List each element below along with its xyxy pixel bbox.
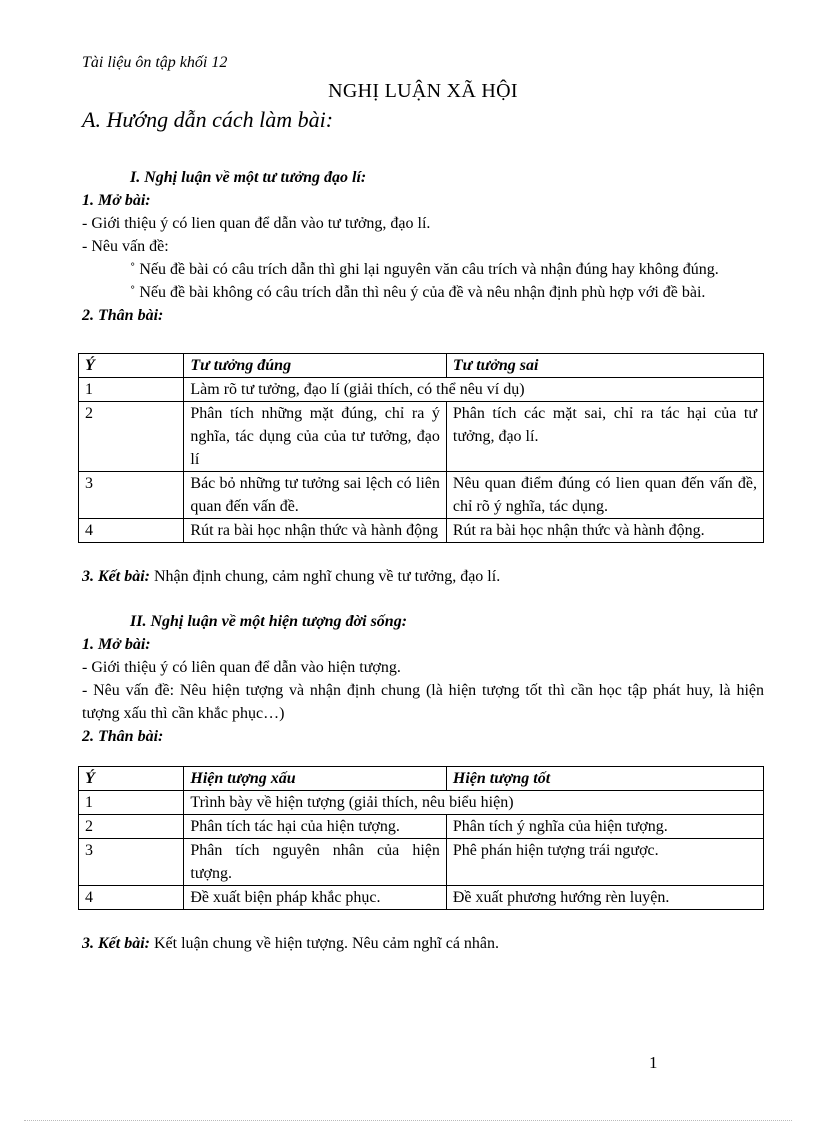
table-row	[79, 791, 764, 815]
part1-heading: I. Nghị luận về một tư tưởng đạo lí:	[130, 169, 367, 186]
table-cell-merged: Làm rõ tư tưởng, đạo lí (giải thích, có thể nêu ví dụ)	[184, 378, 764, 402]
part2-intro-heading: 1. Mở bài:	[82, 636, 151, 653]
part1-table	[78, 353, 764, 543]
table-cell-num: 2	[79, 402, 184, 472]
part2-conclusion	[82, 932, 764, 955]
table-cell-right: Phân tích các mặt sai, chỉ ra tác hại của tư tưởng, đạo lí.	[446, 402, 763, 472]
table-cell-num: 3	[79, 472, 184, 519]
table-row	[79, 378, 764, 402]
part1-intro-heading: 1. Mở bài:	[82, 192, 151, 209]
part2-intro-line: - Nêu vấn đề: Nêu hiện tượng và nhận định chung (là hiện tượng tốt thì cần học tập phát huy, là hiện tượng xấu thì cần khắc phục…)	[82, 682, 764, 722]
table-cell-num: 3	[79, 839, 184, 886]
part1-intro-line: - Nêu vấn đề:	[82, 238, 169, 255]
conclusion-label: 3. Kết bài:	[82, 568, 150, 585]
header-note: Tài liệu ôn tập khối 12	[82, 54, 228, 71]
table-cell-left: Phân tích tác hại của hiện tượng.	[184, 815, 447, 839]
part2-intro-line: - Giới thiệu ý có liên quan để dẫn vào hiện tượng.	[82, 659, 401, 676]
part1-intro-bullet: ˚ Nếu đề bài có câu trích dẫn thì ghi lại nguyên văn câu trích và nhận đúng hay không đúng.	[130, 261, 719, 278]
table-cell-left: Rút ra bài học nhận thức và hành động	[184, 519, 446, 543]
table-cell-num: 4	[79, 519, 184, 543]
table-cell-right: Phân tích ý nghĩa của hiện tượng.	[446, 815, 763, 839]
table-cell-right: Đề xuất phương hướng rèn luyện.	[446, 886, 763, 910]
table-cell-num: 1	[79, 378, 184, 402]
section-a-heading: A. Hướng dẫn cách làm bài:	[82, 107, 334, 132]
table-row	[79, 886, 764, 910]
part2-heading: II. Nghị luận về một hiện tượng đời sống:	[130, 613, 408, 630]
table-cell-num: 2	[79, 815, 184, 839]
table-cell-num: 1	[79, 791, 184, 815]
table-row	[79, 519, 764, 543]
conclusion-text: Nhận định chung, cảm nghĩ chung về tư tưởng, đạo lí.	[150, 568, 501, 585]
conclusion-text: Kết luận chung về hiện tượng. Nêu cảm nghĩ cá nhân.	[150, 935, 500, 952]
conclusion-label: 3. Kết bài:	[82, 935, 150, 952]
page-bottom-divider	[24, 1120, 792, 1121]
part1-intro-bullet: ˚ Nếu đề bài không có câu trích dẫn thì nêu ý của đề và nêu nhận định phù hợp với đề bài.	[130, 284, 706, 301]
page-title: NGHỊ LUẬN XÃ HỘI	[328, 80, 518, 102]
table-header-cell: Tư tưởng đúng	[184, 354, 446, 378]
table-header-cell: Hiện tượng tốt	[446, 767, 763, 791]
table-row	[79, 472, 764, 519]
page-number: 1	[649, 1053, 658, 1072]
document-page	[82, 52, 764, 955]
table-cell-right: Phê phán hiện tượng trái ngược.	[446, 839, 763, 886]
table-cell-right: Nêu quan điểm đúng có lien quan đến vấn đề, chỉ rõ ý nghĩa, tác dụng.	[446, 472, 763, 519]
table-cell-right: Rút ra bài học nhận thức và hành động.	[446, 519, 763, 543]
part1-intro-line: - Giới thiệu ý có lien quan để dẫn vào tư tưởng, đạo lí.	[82, 215, 431, 232]
table-cell-num: 4	[79, 886, 184, 910]
table-header-cell: Ý	[79, 767, 184, 791]
table-cell-left: Phân tích nguyên nhân của hiện tượng.	[184, 839, 447, 886]
table-cell-left: Bác bỏ những tư tưởng sai lệch có liên quan đến vấn đề.	[184, 472, 446, 519]
table-row	[79, 402, 764, 472]
part2-body-heading: 2. Thân bài:	[82, 728, 164, 745]
table-row	[79, 815, 764, 839]
table-cell-merged: Trình bày về hiện tượng (giải thích, nêu biểu hiện)	[184, 791, 764, 815]
table-cell-left: Đề xuất biện pháp khắc phục.	[184, 886, 447, 910]
table-header-cell: Tư tưởng sai	[446, 354, 763, 378]
part2-table	[78, 766, 764, 910]
part1-body-heading: 2. Thân bài:	[82, 307, 164, 324]
table-cell-left: Phân tích những mặt đúng, chỉ ra ý nghĩa, tác dụng của của tư tưởng, đạo lí	[184, 402, 446, 472]
part1-conclusion	[82, 565, 764, 588]
table-row	[79, 839, 764, 886]
table-header-row	[79, 767, 764, 791]
table-header-cell: Hiện tượng xấu	[184, 767, 447, 791]
table-header-cell: Ý	[79, 354, 184, 378]
table-header-row	[79, 354, 764, 378]
